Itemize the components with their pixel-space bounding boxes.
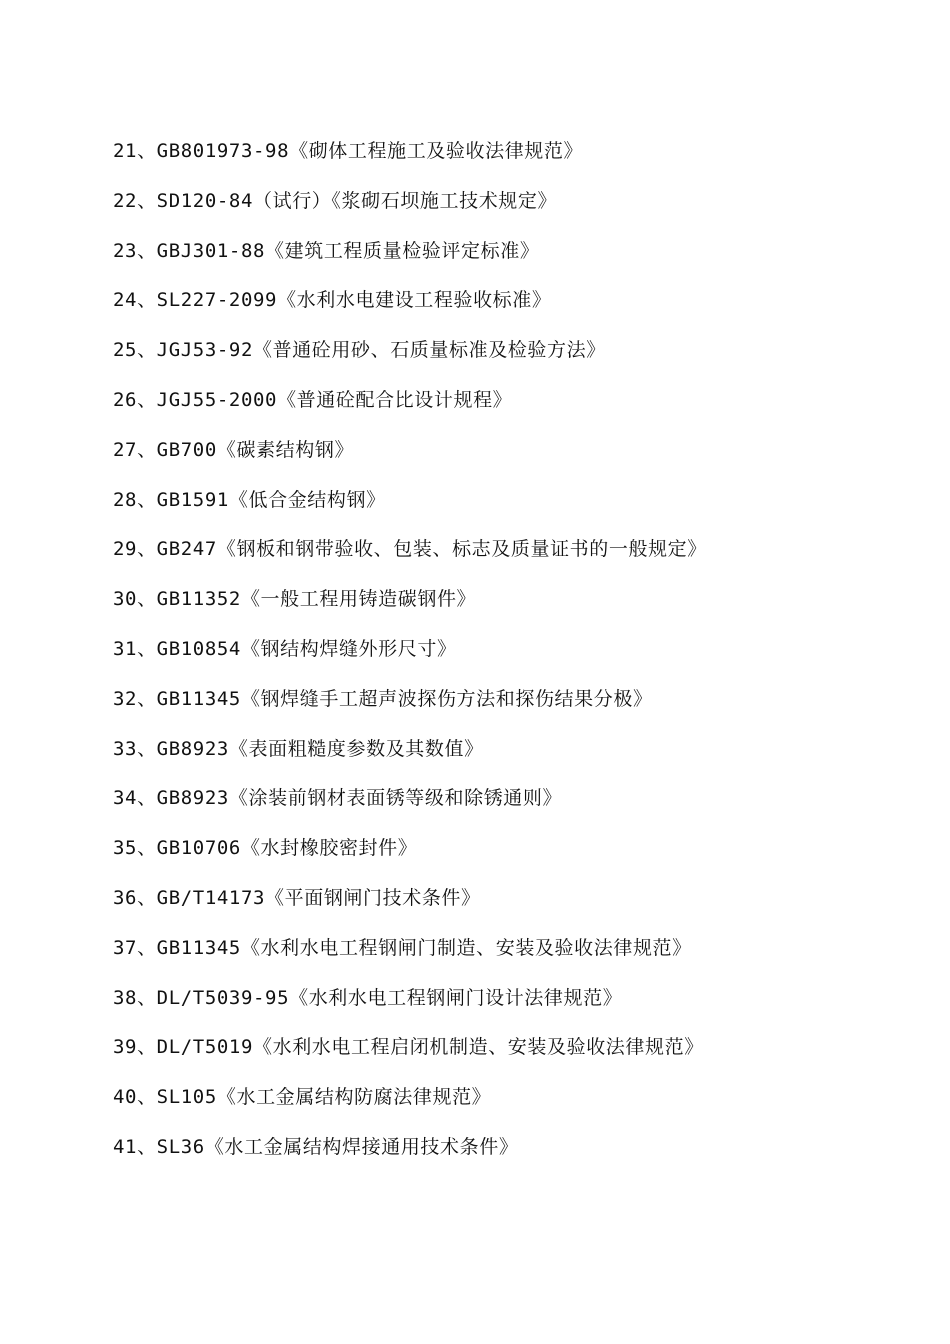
list-item: 21、GB801973-98《砌体工程施工及验收法律规范》 <box>113 140 584 162</box>
list-item: 40、SL105《水工金属结构防腐法律规范》 <box>113 1086 492 1109</box>
list-item: 32、GB11345《钢焊缝手工超声波探伤方法和探伤结果分极》 <box>113 687 653 710</box>
list-item: 27、GB700《碳素结构钢》 <box>113 438 355 461</box>
list-item: 22、SD120-84（试行）《浆砌石坝施工技术规定》 <box>113 189 558 212</box>
list-item: 35、GB10706《水封橡胶密封件》 <box>113 837 418 860</box>
list-item: 37、GB11345《水利水电工程钢闸门制造、安装及验收法律规范》 <box>113 936 692 959</box>
list-item: 38、DL/T5039-95《水利水电工程钢闸门设计法律规范》 <box>113 986 623 1009</box>
list-item: 34、GB8923《涂装前钢材表面锈等级和除锈通则》 <box>113 787 563 810</box>
list-item: 24、SL227-2099《水利水电建设工程验收标准》 <box>113 289 552 312</box>
list-item: 28、GB1591《低合金结构钢》 <box>113 488 386 511</box>
list-item: 29、GB247《钢板和钢带验收、包装、标志及质量证书的一般规定》 <box>113 538 707 561</box>
list-item: 31、GB10854《钢结构焊缝外形尺寸》 <box>113 637 457 660</box>
list-item: 30、GB11352《一般工程用铸造碳钢件》 <box>113 588 477 611</box>
list-item: 36、GB/T14173《平面钢闸门技术条件》 <box>113 886 481 909</box>
standards-list <box>113 133 913 1179</box>
list-item: 26、JGJ55-2000《普通砼配合比设计规程》 <box>113 388 513 411</box>
list-item: 23、GBJ301-88《建筑工程质量检验评定标准》 <box>113 239 540 262</box>
list-item: 25、JGJ53-92《普通砼用砂、石质量标准及检验方法》 <box>113 339 606 362</box>
list-item: 33、GB8923《表面粗糙度参数及其数值》 <box>113 737 484 760</box>
list-item: 39、DL/T5019《水利水电工程启闭机制造、安装及验收法律规范》 <box>113 1036 704 1059</box>
list-item: 41、SL36《水工金属结构焊接通用技术条件》 <box>113 1135 519 1158</box>
